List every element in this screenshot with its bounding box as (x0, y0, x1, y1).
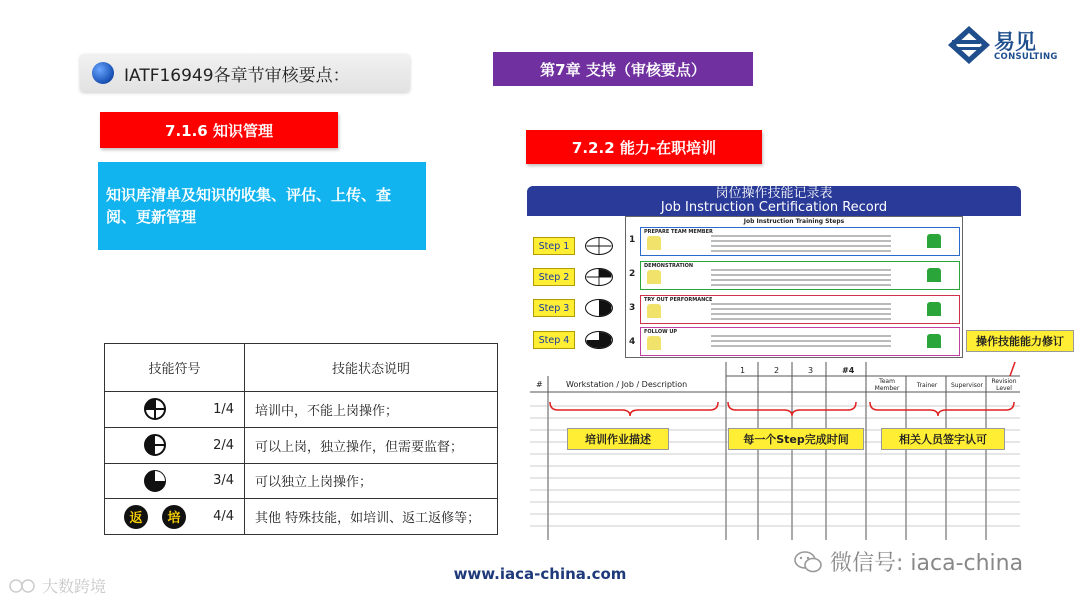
step-title: DEMONSTRATION (644, 263, 694, 269)
step-number: 3 (629, 303, 636, 313)
rework-badge: 返 (124, 505, 148, 529)
training-badge: 培 (162, 505, 186, 529)
step-label: Step 4 (533, 331, 575, 349)
grid-step-col: 3 (808, 366, 814, 375)
knowledge-description: 知识库清单及知识的收集、评估、上传、查阅、更新管理 (98, 162, 426, 250)
knowledge-section-label: 7.1.6 知识管理 (100, 112, 338, 148)
wechat-id (794, 546, 1023, 577)
tag-step-time: 每一个Step完成时间 (728, 428, 864, 450)
step-title: PREPARE TEAM MEMBER (644, 229, 713, 235)
skill-desc: 可以上岗，独立操作，但需要监督； (245, 427, 498, 463)
table-row (105, 463, 498, 499)
table-header-desc: 技能状态说明 (245, 344, 498, 392)
wechat-icon (794, 550, 822, 574)
three-quarter-circle-icon (585, 299, 613, 317)
footer-url[interactable]: www.iaca-china.com (453, 565, 627, 583)
trainee-icon (927, 334, 941, 348)
full-circle-icon (585, 331, 613, 349)
trainee-icon (927, 268, 941, 282)
table-row (105, 427, 498, 463)
skill-symbol-table (104, 343, 498, 535)
section-header (80, 54, 410, 92)
revision-callout: 操作技能能力修订 (966, 330, 1074, 352)
grid-sign-col: Revision Level (991, 378, 1017, 392)
skill-fraction: 4/4 (213, 509, 234, 525)
trainee-icon (927, 302, 941, 316)
symbol-cell (105, 427, 245, 463)
step-row (640, 227, 960, 256)
skill-fraction: 1/4 (213, 401, 234, 417)
skill-desc: 培训中，不能上岗操作； (245, 392, 498, 428)
symbol-cell (105, 463, 245, 499)
step-number: 4 (629, 337, 636, 347)
logo-mark-icon (946, 24, 992, 66)
grid-col-hash: # (536, 380, 543, 389)
bullet-dot-icon (92, 62, 114, 84)
table-header-symbol: 技能符号 (105, 344, 245, 392)
half-circle-icon (143, 433, 167, 457)
skill-fraction: 2/4 (213, 437, 234, 453)
step-row (640, 327, 960, 356)
trainee-icon (927, 234, 941, 248)
job-instruction-sheet (625, 216, 963, 358)
grid-col-workstation: Workstation / Job / Description (566, 380, 688, 389)
record-title-en: Job Instruction Certification Record (660, 200, 888, 215)
grid-step-col: 1 (740, 366, 746, 375)
step-row (640, 295, 960, 324)
company-logo (946, 24, 1066, 66)
skill-fraction: 3/4 (213, 473, 234, 489)
grid-step-col: 2 (774, 366, 780, 375)
step-number: 2 (629, 269, 636, 279)
quarter-circle-icon (143, 397, 167, 421)
record-title-cn: 岗位操作技能记录表 (715, 186, 833, 201)
tag-signature: 相关人员签字认可 (881, 428, 1005, 450)
logo-text-cn: 易见 (994, 30, 1036, 54)
grid-sign-col: Supervisor (950, 382, 984, 389)
watermark-text: 大数跨境 (42, 577, 107, 596)
header-title: IATF16949各章节审核要点： (124, 65, 350, 86)
step-label: Step 3 (533, 299, 575, 317)
grid-sign-col: Trainer (916, 382, 938, 389)
symbol-cell (105, 499, 245, 535)
trainer-icon (647, 270, 661, 284)
trainer-icon (647, 236, 661, 250)
table-row (105, 392, 498, 428)
grid-step-col: #4 (842, 366, 855, 375)
quarter-circle-icon (585, 237, 613, 255)
grid-sign-col: Team Member (874, 378, 900, 392)
three-quarter-circle-icon (143, 469, 167, 493)
table-header-row (105, 344, 498, 392)
table-row (105, 499, 498, 535)
step-title: FOLLOW UP (644, 329, 678, 335)
step-row (640, 261, 960, 290)
symbol-cell (105, 392, 245, 428)
skill-desc: 可以独立上岗操作； (245, 463, 498, 499)
chapter-banner: 第7章 支持（审核要点） (493, 52, 753, 86)
watermark (8, 574, 106, 597)
trainer-icon (647, 336, 661, 350)
step-title: TRY OUT PERFORMANCE (644, 297, 713, 303)
step-label: Step 1 (533, 237, 575, 255)
trainer-icon (647, 304, 661, 318)
skill-desc: 其他 特殊技能，如培训、返工返修等； (245, 499, 498, 535)
logo-text-en: CONSULTING (994, 52, 1058, 62)
watermark-logo-icon (8, 577, 38, 595)
record-title-bar (527, 186, 1021, 216)
half-circle-icon (585, 268, 613, 286)
sheet-title: Job Instruction Training Steps (743, 218, 845, 225)
step-number: 1 (629, 235, 636, 245)
tag-job-description: 培训作业描述 (567, 428, 669, 450)
step-label: Step 2 (533, 268, 575, 286)
training-section-label: 7.2.2 能力-在职培训 (526, 130, 762, 164)
wechat-text: 微信号: iaca-china (830, 551, 1024, 576)
